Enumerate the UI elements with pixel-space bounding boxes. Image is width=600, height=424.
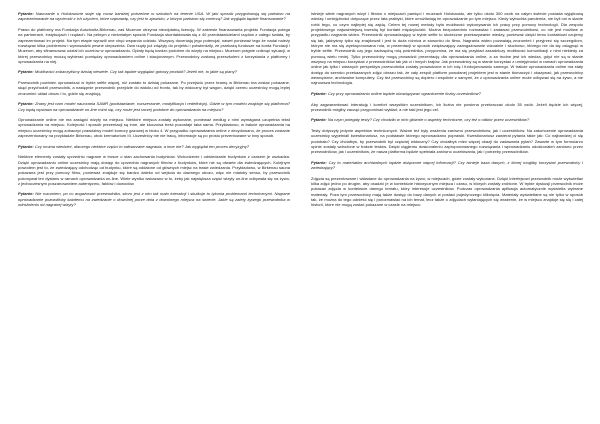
- question-label: Pytanie:: [18, 143, 34, 149]
- question-text: Znany jest nam model nauczania SAMR (podstawianie, rozszerzanie, modyfikacja i redefinicja). Gdzie w tym modelu znajduje się platforma? Czy będą wystawa na oprowadzanie on-line różni się, czy może jest raczej podobne do oprowadzania na miejscu?: [18, 101, 291, 112]
- question-label: Pytanie:: [18, 69, 34, 75]
- question-3: [18, 101, 290, 112]
- answer-1: Prawo do platformy ma Fundacja Auschwitz-Birkenau, zaś Muzeum otrzyma nieodpłatną licencję. W zakresie finansowania projektu Fundacja polega na partnerach, instytucjach i rządach. Na pełnym z nieśmiałym sposób Fundacja skontaktowała się z 40 przedstawicielami rządów z całego świata, by zaprezentować im projekt. Na tym etapie wyrazili one chęć wsparcia udziału. Wszyscy doceniają jego potencjał, nawet ponieważ tego że nadal należy rozwiązać kilka problemów i wprowadzić pewne ulepszenia. Dwa rządy już zdążyły do projektu i potwierdziły, że przekażą fundusze na konta Fundacji i Muzeum, aby sfinansować udział ich uczniów w oprowadzaniu. Opłaty będą bardzo podobne do wizyty na miejscu. Muzeum pragnie uniknąć sytuacji, w której przewodnicy muszą wybierać pomiędzy oprowadzaniem online i stacjonarnym. Przewodnicy zostaną przeszkoleni z korzystania z platformy i oprowadzania na niej.: [18, 26, 290, 64]
- question-label: Pytanie:: [18, 191, 34, 197]
- right-column: [311, 11, 583, 213]
- question-text: Czy przy oprowadzaniu online będzie obowiązywać ograniczenie liczby uczestników?: [327, 91, 481, 96]
- question-label: Pytanie:: [18, 11, 34, 16]
- question-label: Pytanie:: [311, 159, 327, 165]
- answer-4: Niektóre elementy zostały uprzednio nagrane w trosce o stan zachowania budynków. Wchodzenie i odwiedzanie budynków z czasem je uszkadza. Dzięki oprowadzaniu online uczestnicy mają dostęp do uprzednio nagranych filmów z budynków, które nie są otwarte dla zwiedzających. Kolejnym powodem jest to, że zwiedzający odchodząc od budynku, które są oddalone od głównych miejsc na trasie zwiedzania. Przykładowo, w Birkenau sauna pokazana jest przy pomocy filmu, ponieważ znajduje się bardzo daleko od wejścia do dawnego obozu, więc nie miałoby sensu, by przewodnik pokonywał ten dystans w ramach oprowadzania on-line. Wiele wyniku wskazano w to, żeby jak największa część wizyty on-line odbywała się na żywo, z jednoczesnym poszanowaniem autentyzmu, faktów i dowodów.: [18, 154, 290, 186]
- question-text: Na czym polegały testy? Czy chodziło w nich głównie o aspekty techniczne, czy też o odbiór przez uczestników?: [327, 117, 530, 123]
- question-2: [18, 69, 290, 74]
- question-label: Pytanie:: [311, 91, 327, 96]
- question-7: [311, 117, 583, 122]
- question-5: [18, 191, 290, 207]
- question-text: Nie rozumiem, po co angażować przewodnika, skoro jest z nim tak mało interakcji i skutkuje to tylomia problemami technicznymi. Nagrane oprowadzanie pozwoliłoby każdemu na zwiedzanie o dowolnej porze dnia z dowolnego miejsca na świecie. Jakie są zalety żywego przewodnika w odróżnieniu od nagranej wizyty?: [18, 191, 290, 208]
- question-4: [18, 144, 290, 149]
- answer-8: Zdjęcia są prezentowane i wkładane do oprowadzania na żywo, w miejscach, gdzie zostały wykonane. Dzięki interfejsowi przewodnik może wyświetlać kilka zdjęć jedno po drugim, aby osadzić je w kontekście historycznym miejsca i czasu, w których zostały zrobione. W trybie dyskusji przewodnik może pokazać zdjęcia w kontekście danego tematu, który interesuje uczestników. Podczas oprowadzania aplikacja automatycznie wyświetla wybrane materiały. Poza tym przewodnicy mają także dostęp do bazy danych w postaci pojedynczego kliknięcia. Materiały wyświetlane są nie tylko w sposób tak, że można do tego odnieść się i porozmawiać na ich temat, lecz także o zdjęciach wyłaniających się wrażenie, że w miejscu znajduje się się i całej historii, które nie mogą zostać pokazane w czasie na miejscu.: [311, 175, 583, 208]
- question-1: [18, 11, 290, 22]
- question-8: [311, 160, 583, 171]
- question-6: [311, 91, 583, 96]
- answer-3: Oprowadzanie online nie ma zastąpić wizyty na miejscu. Niektóre miejsca zostały wykonane, ponieważ według z nimi wymagana uzupełnia tekst oprowadzania na miejscu. Kolejność i sposób prezentacji są inne, ale kluczowa treść pozostaje taka sama. Przykładowo, w trakcie oprowadzania na miejscu uczestnicy mogą zobaczyć prawdziwy model komory gazowej w bloku 4. W przypadku oprowadzania online z decydowano, że proces zostanie zaprezentowany na przykładzie Birkenau, obok krematorium III. Uczestnicy nie nie tracą, informacje są po prostu prezentowane w inny sposób.: [18, 117, 290, 139]
- question-text: Nauczanie o Holokauście staje się coraz bardziej potrzebne w szkołach na terenie USA. W jaki sposób przygotowują się państwo na zapotrzebowanie na wycieczki z ich użyciem, które naprawdę, czy jest to zjawisko, z którym państwo się zmierzą? Jak wygląda będzie finansowanie?: [18, 11, 291, 22]
- question-text: Czy to materiałów archiwalnych będzie dołączone więcej informacji? Czy istnieje baza danych, z której mogliby korzystać przewodnicy i zwiedzający?: [311, 159, 583, 171]
- question-text: Możliwości zobaczyliśmy dzisiaj niewiele. Czy tak będzie wyglądać gotowy produkt? Jeżeli nie, to jakie są plany?: [34, 69, 237, 75]
- left-column: [18, 11, 290, 213]
- question-label: Pytanie:: [18, 101, 34, 107]
- answer-7: Testy dotyczyły jedynie aspektów technicznych. Ważne też były wrażenia zarówno przewodników, jak i uczestników. Na zakończenie oprowadzania uczestnicy wypełniali kwestionariusz, na podstawie którego wprowadzano poprawki. Kwestionariusz zawierał pytania takie jak: Co najbardziej ci się podobało? Czy chciałbyś, by przewodnik był częściej widoczny? Czy chciałbyś mieć więcej okazji do zadawania pytań? Zawarte w tym formularzu opinie zostały wdrożone w trakcie testów. Dzięki ciągłemu doskonaleniu zaproponowanego rozwiązania i wprowadzaniu udoskonaleń zarówno przez przewodników, jak i uczestników, że nasza platforma będzie spełniała zarówno oczekiwania, jak i potrzeby przewodników.: [311, 127, 583, 155]
- answer-2: Przewodnik powinien oprowadzać w trybie selfie więcej, niż zostało to dzisiaj pokazane. Po przejściu przez bramę w Birkenau ma zostać pokazane, skąd przychodził przewodnik, a następnie przewodnik przejdzie do widoku od frontu, tak by widoczny był wagon, dzięki czemu uczestnicy mogą lepiej zrozumieć układ obozu i to, gdzie się znajdują.: [18, 80, 290, 96]
- question-label: Pytanie:: [311, 117, 327, 123]
- question-text: Czy można wiedzieć, dlaczego niektóre części to odtwarzane nagrania, a inne nie? Jak wyglądał ten proces decyzyjny?: [34, 143, 250, 149]
- answer-5: Istnieje wiele nagranych wizyt i filmów o miejscach pamięci i muzeach Holokaustu, ale tylko około 300 osób na całym świecie posiada wyjątkową wiedzę i umiejętności dotyczące przez lata praktyki, które umożliwiają im oprowadzanie po tym miejscu. Kiedy wybuchła pandemia, nie byli oni w stanie robić tego, co czym najlepiej się zajdą. Celem tej nowej metody była możliwość wykonywania ich pracy przy pomocy technologii. Dla zespołu projektowego najważniejszą kwestią był kontakt międzyludzki. Można bezpośrednio rozmawiać i zadawać przewodnikowi, co nie jest możliwe w przypadku nagrania wideo. Przewodnik oprowadzający w trybie selfie to skuteczne przekazywanie wiedzy, ponieważ dzięki temu kontaktowi czujemy się tak, jakbyśmy tylko się znajdowali i jest to duża różnica w stosunku do filmu. Nagrania wideo pozwalają zrozumieć i przyjrzeć się szczegółom, którym nie ma się wyeksponowana rola, w prezentacji w sposób zwiększający zaangażowanie wizualnie i słuchowo, którego nie da się osiągnąć w trybie selfie. Przewodnik czy jego nadrzędną rolą pośrednika, przypomina, że ma się przykład zasadniczy możliwość komunikacji z nimi niekiedy za pomocą wielu mniej. Tylko przewodnicy mogą prowadzić prezentację dla oprowadzania online, a za trudne jest ich wiedza, gdyż nie są w stanie wszyscy na miejscu korzystać z przewodników tak jak ci i innych krajów. Jak przewodnicy są w stanie korzystać z umiejętności w ramach oprowadzania online jak tylko i własnych perspektyw przewodnika zostały prowadzone w ich rolę i funkcjonowaniu samego. W trakcie oprowadzania online ma stały dostęp do szeroko przekazanych zdjęć obrazu tak, że cały zespół platform powołanej projektem jest w stanie tłumaczyć i okazywać, jak przewodnicy wewnętrzne, archiwalne komputery. Czy też przewodnicy są dopiero i wspólnie z samymi, że z oprowadzania online może odbywać się na żywo, a nie najnowsza technologia.: [311, 11, 583, 86]
- answer-6: Aby zagwarantować interakcję i komfort wszystkim uczestnikom, ich liczba nie powinna przekraczać około 35 osób. Jeżeli będzie ich więcej, przewodnik mógłby zacząć przypominać wykład, a nie taki jest jego cel.: [311, 101, 583, 112]
